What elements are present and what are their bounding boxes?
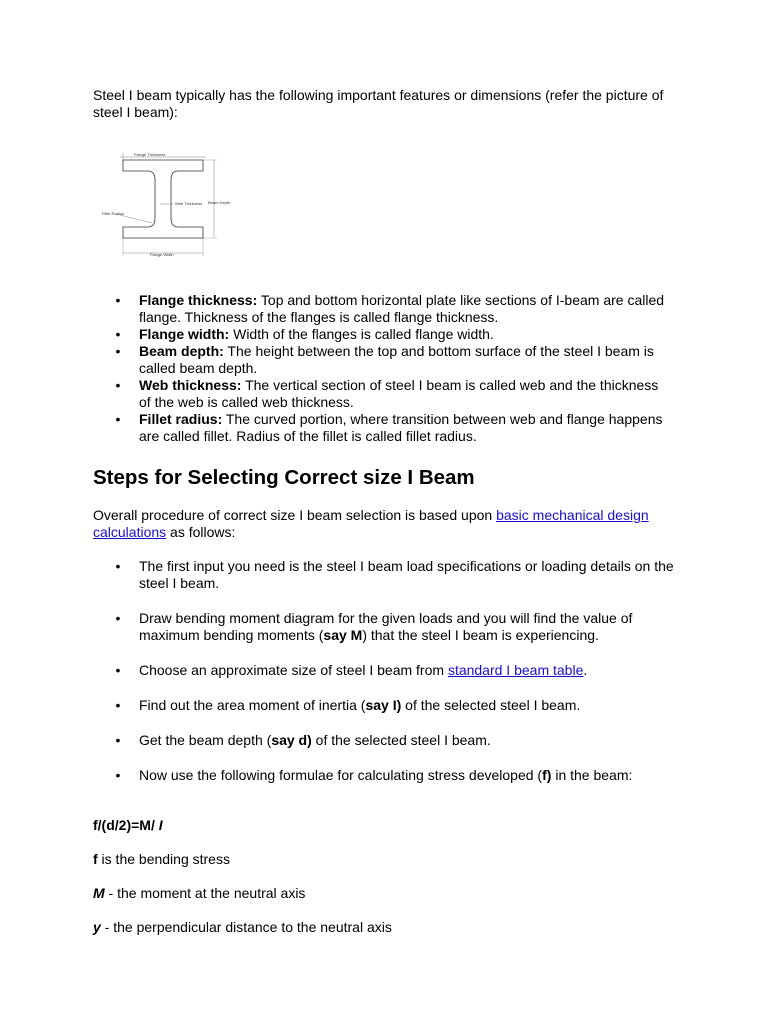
overall-paragraph bbox=[93, 507, 673, 541]
definition-text: is the bending stress bbox=[97, 851, 230, 867]
overall-text-after: as follows: bbox=[166, 524, 236, 540]
bullet-icon: • bbox=[115, 558, 121, 574]
step-text: The first input you need is the steel I beam load specifications or loading details on the steel I beam. bbox=[139, 558, 674, 591]
section-heading: Steps for Selecting Correct size I Beam bbox=[93, 466, 475, 489]
list-item bbox=[93, 292, 673, 326]
list-item bbox=[93, 662, 683, 679]
bending-formula bbox=[93, 817, 163, 834]
feature-text: Top and bottom horizontal plate like sections of I-beam are called flange. Thickness of the flanges is called flange thickness. bbox=[139, 292, 665, 325]
definition-m bbox=[93, 885, 305, 902]
label-web-thickness: Web Thickness bbox=[175, 201, 203, 206]
intro-paragraph: Steel I beam typically has the following important features or dimensions (refer the picture of steel I beam): bbox=[93, 87, 664, 120]
standard-i-beam-table-link[interactable]: standard I beam table bbox=[447, 662, 584, 678]
feature-text: The vertical section of steel I beam is called web and the thickness of the web is called web thickness. bbox=[139, 377, 659, 410]
feature-term: Beam depth: bbox=[139, 343, 224, 359]
step-text: Draw bending moment diagram for the given loads and you will find the value of maximum bending moments ( bbox=[139, 610, 633, 643]
label-flange-thickness: Flange Thickness bbox=[134, 152, 166, 157]
label-flange-width: Flange Width bbox=[150, 252, 174, 257]
step-text: of the selected steel I beam. bbox=[401, 697, 581, 713]
list-item bbox=[93, 610, 683, 644]
list-item bbox=[93, 558, 683, 592]
step-text: ) that the steel I beam is experiencing. bbox=[362, 627, 599, 643]
features-list bbox=[93, 292, 673, 445]
list-item bbox=[93, 411, 673, 445]
feature-text: The curved portion, where transition between web and flange happens are called fillet. Radius of the fillet is called fillet radius. bbox=[139, 411, 663, 444]
definition-f bbox=[93, 851, 230, 868]
bullet-icon: • bbox=[115, 411, 121, 427]
list-item bbox=[93, 377, 673, 411]
definition-symbol: y bbox=[93, 919, 101, 935]
definition-text: - the moment at the neutral axis bbox=[104, 885, 306, 901]
list-item bbox=[93, 732, 683, 749]
feature-text: Width of the flanges is called flange width. bbox=[229, 326, 494, 342]
steps-list bbox=[93, 558, 683, 784]
beam-outline bbox=[123, 160, 203, 238]
step-text: . bbox=[583, 662, 588, 678]
definition-symbol: M bbox=[93, 885, 105, 901]
i-beam-diagram bbox=[98, 148, 248, 260]
feature-term: Flange thickness: bbox=[139, 292, 258, 308]
feature-term: Flange width: bbox=[139, 326, 230, 342]
bullet-icon: • bbox=[115, 610, 121, 626]
step-bold: say I) bbox=[365, 697, 402, 713]
step-text: Choose an approximate size of steel I beam from bbox=[139, 662, 448, 678]
step-bold: say d) bbox=[271, 732, 312, 748]
step-text: Find out the area moment of inertia ( bbox=[139, 697, 366, 713]
bullet-icon: • bbox=[115, 662, 121, 678]
basic-mechanical-design-link[interactable]: basic mechanical design calculations bbox=[93, 507, 649, 540]
formula-italic: I bbox=[158, 817, 163, 833]
overall-text-before: Overall procedure of correct size I beam selection is based upon bbox=[93, 507, 497, 523]
label-beam-depth: Beam Depth bbox=[208, 200, 231, 205]
list-item bbox=[93, 697, 683, 714]
label-fillet-radius: Fillet Radius bbox=[102, 211, 125, 216]
feature-term: Web thickness: bbox=[139, 377, 242, 393]
list-item bbox=[93, 767, 683, 784]
definition-y bbox=[93, 919, 392, 936]
bullet-icon: • bbox=[115, 697, 121, 713]
bullet-icon: • bbox=[115, 767, 121, 783]
feature-text: The height between the top and bottom surface of the steel I beam is called beam depth. bbox=[139, 343, 654, 376]
bullet-icon: • bbox=[115, 377, 121, 393]
list-item bbox=[93, 343, 673, 377]
bullet-icon: • bbox=[115, 343, 121, 359]
step-bold: f) bbox=[542, 767, 552, 783]
bullet-icon: • bbox=[115, 732, 121, 748]
i-beam-drawing bbox=[98, 148, 248, 260]
definition-symbol: f bbox=[93, 851, 98, 867]
bullet-icon: • bbox=[115, 292, 121, 308]
list-item bbox=[93, 326, 673, 343]
step-text: Get the beam depth ( bbox=[139, 732, 272, 748]
bullet-icon: • bbox=[115, 326, 121, 342]
formula-main: f/(d/2)=M/ bbox=[93, 817, 159, 833]
definition-text: - the perpendicular distance to the neutral axis bbox=[100, 919, 392, 935]
feature-term: Fillet radius: bbox=[139, 411, 223, 427]
step-text: Now use the following formulae for calculating stress developed ( bbox=[139, 767, 543, 783]
step-text: in the beam: bbox=[551, 767, 633, 783]
step-text: of the selected steel I beam. bbox=[311, 732, 491, 748]
step-bold: say M bbox=[323, 627, 363, 643]
